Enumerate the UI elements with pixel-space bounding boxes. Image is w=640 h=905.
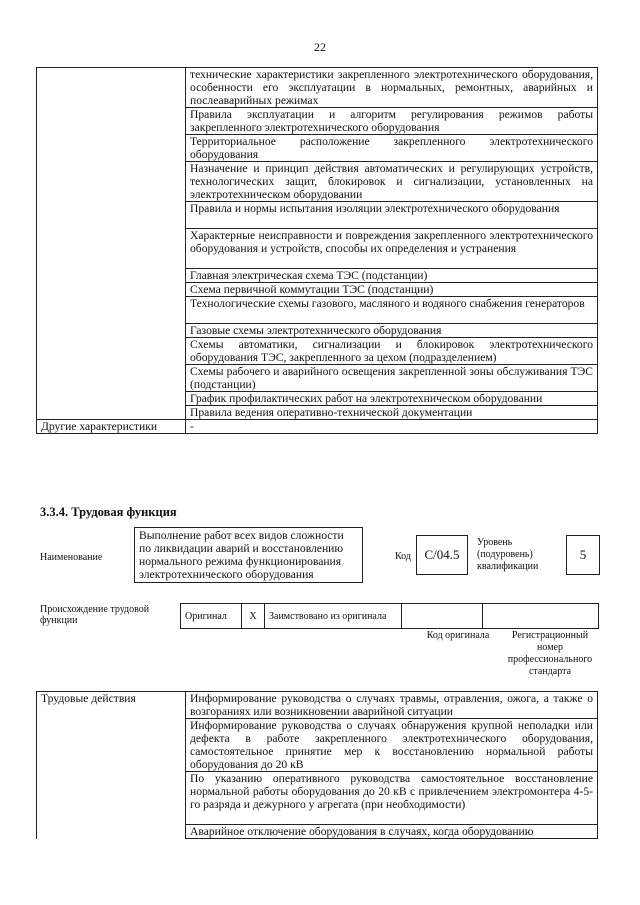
labor-actions-table bbox=[36, 691, 598, 839]
function-code-label: Код bbox=[395, 551, 411, 562]
function-name-label: Наименование bbox=[40, 552, 103, 563]
labor-actions-label: Трудовые действия bbox=[37, 692, 186, 839]
origin-label: Происхождение трудовой функции bbox=[40, 604, 150, 626]
knowledge-item: Газовые схемы электротехнического оборудования bbox=[186, 324, 598, 338]
knowledge-item: Схемы автоматики, сигнализации и блокировок электротехнического оборудования ТЭС, закрепленного за цехом (подразделением) bbox=[186, 338, 598, 365]
knowledge-item: Схемы рабочего и аварийного освещения закрепленной зоны обслуживания ТЭС (подстанции) bbox=[186, 365, 598, 392]
origin-original-mark: X bbox=[242, 604, 265, 629]
knowledge-item: График профилактических работ на электротехническом оборудовании bbox=[186, 392, 598, 406]
knowledge-label-cell bbox=[37, 68, 186, 420]
origin-original-label: Оригинал bbox=[181, 604, 242, 629]
knowledge-item: технические характеристики закрепленного электротехнического оборудования, особенности его эксплуатации в нормальных, ремонтных, аварийных и послеаварийных режимах bbox=[186, 68, 598, 108]
knowledge-table bbox=[36, 67, 598, 434]
knowledge-item: Технологические схемы газового, масляного и водяного снабжения генераторов bbox=[186, 297, 598, 324]
other-characteristics-label: Другие характеристики bbox=[37, 420, 186, 434]
knowledge-item: Характерные неисправности и повреждения закрепленного электротехнического оборудования и устройств, способы их определения и устранения bbox=[186, 229, 598, 269]
caption-original-code: Код оригинала bbox=[426, 630, 490, 641]
qualification-level-label: Уровень (подуровень) квалификации bbox=[477, 537, 539, 572]
knowledge-item: Правила и нормы испытания изоляции электротехнического оборудования bbox=[186, 202, 598, 229]
knowledge-item: Главная электрическая схема ТЭС (подстанции) bbox=[186, 269, 598, 283]
origin-table bbox=[180, 603, 599, 629]
function-code-value: C/04.5 bbox=[416, 535, 468, 575]
knowledge-item: Территориальное расположение закрепленного электротехнического оборудования bbox=[186, 135, 598, 162]
function-name-value: Выполнение работ всех видов сложности по ликвидации аварий и восстановлению нормального режима функционирования электротехнического оборудования bbox=[134, 527, 363, 583]
other-characteristics-value: - bbox=[186, 420, 598, 434]
qualification-level-value: 5 bbox=[566, 535, 600, 575]
labor-action-item: Информирование руководства о случаях травмы, отравления, ожога, а также о возгораниях или возникновении аварийной ситуации bbox=[186, 692, 598, 719]
caption-registration-number: Регистрационный номер профессионального стандарта bbox=[507, 630, 593, 677]
page-number: 22 bbox=[314, 40, 326, 54]
origin-reg-cell bbox=[483, 604, 599, 629]
origin-borrowed-label: Заимствовано из оригинала bbox=[265, 604, 402, 629]
labor-action-item: По указанию оперативного руководства самостоятельное восстановление нормальной работы оборудования до 20 кВ с привлечением электромонтера 4-5-го разряда и дежурного у агрегата (при необходимости) bbox=[186, 772, 598, 825]
knowledge-item: Правила эксплуатации и алгоритм регулирования режимов работы закрепленного электротехнического оборудования bbox=[186, 108, 598, 135]
section-heading: 3.3.4. Трудовая функция bbox=[40, 505, 177, 519]
origin-code-cell bbox=[402, 604, 483, 629]
knowledge-item: Назначение и принцип действия автоматических и регулирующих устройств, технологических защит, блокировок и сигнализации, установленных на электротехническом оборудовании bbox=[186, 162, 598, 202]
knowledge-item: Правила ведения оперативно-технической документации bbox=[186, 406, 598, 420]
labor-action-item: Информирование руководства о случаях обнаружения крупной неполадки или дефекта в работе закрепленного электротехнического оборудования, самостоятельное принятие мер к восстановлению нормальной работы оборудования до 20 кВ bbox=[186, 719, 598, 772]
knowledge-item: Схема первичной коммутации ТЭС (подстанции) bbox=[186, 283, 598, 297]
labor-action-item: Аварийное отключение оборудования в случаях, когда оборудованию bbox=[186, 825, 598, 839]
